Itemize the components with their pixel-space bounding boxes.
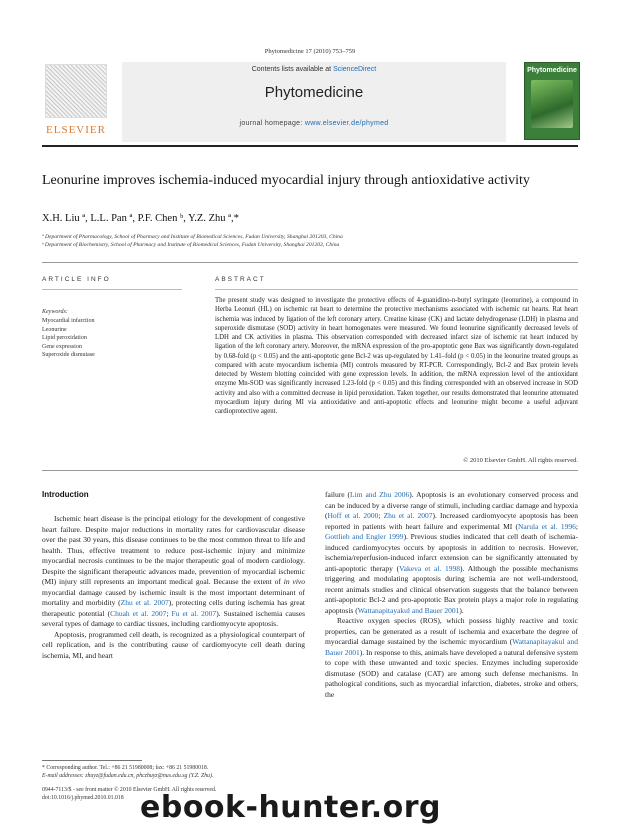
text-run: ; [166, 608, 172, 618]
contents-prefix: Contents lists available at [251, 66, 334, 73]
watermark: ebook-hunter.org [140, 790, 441, 825]
text-run: ). Although the possible mechanisms triggering and modulating apoptosis during ischemia are not well-understood, recent animals studies and clinical observation suggests that the balance between anti-apoptotic Bcl-2 and pro-apoptotic Bax protein plays a major role in regulating apoptosis ( [325, 563, 578, 615]
article-info-heading: ARTICLE INFO [42, 276, 111, 283]
text-run: ). [459, 605, 464, 615]
text-run: failure ( [325, 490, 351, 499]
paragraph [42, 514, 305, 630]
issn-line: 0944-7113/$ - see front matter © 2010 Elsevier GmbH. All rights reserved. [42, 787, 217, 793]
affiliation-a: ª Department of Pharmacology, School of Pharmacy and Institute of Biomedical Sciences, Fudan University, Shanghai 201203, China [42, 234, 343, 240]
text-run: ). Previous studies indicated that cell death of ischemia-induced cardiomyocytes occurs by apoptosis in addition to necrosis. However, ischemia/reperfusion-induced infarct extension can be significantly attenuated by anti-apoptotic therapy ( [325, 532, 578, 573]
citation-link[interactable]: Lim and Zhu 2006 [350, 490, 410, 499]
citation-link[interactable]: Wattanapitayakul and Bauer 2001 [325, 637, 578, 657]
journal-cover [524, 62, 580, 140]
keyword: Myocardial infarction [42, 318, 95, 324]
homepage-line [122, 120, 506, 127]
body-column-right [325, 490, 578, 700]
text-run: ). Increased cardiomyocyte apoptosis has been reported in patients with heart failure and experimental MI ( [325, 511, 578, 531]
footnote [42, 764, 307, 780]
text-run: Reactive oxygen species (ROS), which possess highly reactive and toxic properties, can be generated as a result of ischemia and exacerbate the degree of myocardial damage sustained by the ischemic myocardium ( [325, 616, 578, 646]
email-addresses: E-mail addresses: zhuyz@fudan.edu.cn, phczhuyz@nus.edu.sg (Y.Z. Zhu). [42, 773, 214, 779]
header-banner [122, 62, 506, 142]
keywords-list [42, 317, 95, 360]
contents-line [122, 66, 506, 73]
section-divider [42, 262, 578, 263]
citation-link[interactable]: Zhu et al. 2007 [383, 511, 433, 520]
homepage-link[interactable]: www.elsevier.de/phymed [304, 120, 389, 127]
keyword: Lipid peroxidation [42, 335, 87, 342]
footnote-divider [42, 760, 142, 761]
citation-link[interactable]: Vakeva et al. 1998 [399, 563, 461, 573]
citation-link[interactable]: Zhu et al. 2007 [120, 598, 169, 607]
paragraph [42, 630, 305, 662]
citation-link[interactable]: Wattanapitayakul and Bauer 2001 [357, 605, 460, 615]
text-run: in vivo [283, 577, 305, 586]
homepage-prefix: journal homepage: [239, 120, 305, 127]
text-run: ). Apoptosis is an evolutionary conserved process and can be induced by a diverse range of stimuli, including cardiac damage and hypoxia ( [325, 490, 578, 520]
abstract-heading: ABSTRACT [215, 276, 266, 283]
text-run: ). In response to this, animals have developed a natural defensive system to cope with these unwanted and toxic species. Enzymes including superoxide dismutase (SOD) and catalase (CAT) are among such defense mechanisms. In pathological conditions, such as myocardial infarction, diabetes, stroke and others, the [325, 647, 578, 699]
text-run: Ischemic heart disease is the principal etiology for the development of congestive heart failure. Despite major reductions in mortality rates for cardiovascular disease over the past 30 years, this disease continues to be the most common threat to life and health. Thus, effective treatment to reduce post-ischemic injury and minimize myocardial necrosis continues to be the major therapeutic goal of modern cardiology. Despite the significant therapeutic advances made, prevention of myocardial ischemic (MI) injury still represents an important medical goal. Because the extent of [42, 514, 305, 586]
citation-link[interactable]: Narula et al. 1996 [518, 521, 576, 531]
citation-link[interactable]: Hoff et al. 2000 [327, 511, 379, 520]
article-info-rule [42, 289, 182, 290]
journal-reference: Phytomedicine 17 (2010) 753–759 [264, 48, 356, 55]
abstract-text: The present study was designed to investigate the protective effects of 4-guanidino-n-butyl syringate (leonurine), a compound in Herba Leonuri (HL) on ischemic rat heart to determine the protective mechanisms associated with ischemic rat hearts. Rat heart ischemia was induced by ligation of the left coronary artery. Creatine kinase (CK) and lactate dehydrogenase (LDH) in plasma and superoxide dismutase (SOD) activity in heart homogenates were measured. We found leonurine significantly decreased levels of LDH and CK activities in plasma. This observation corresponded with decreased infarct size of ischemic rat heart induced by ligation of the left coronary artery. Moreover, the mRNA expression of the pro-apoptotic gene Bax was significantly down-regulated by 0.68-fold (p < 0.05) and the anti-apoptotic gene Bcl-2 was up-regulated by 1.41–fold (p < 0.05) in the leonurine treated groups as compared with acute myocardium ischemia (MI) controls measured by RT-PCR. Correspondingly, Bcl-2 and Bax protein levels detected by Western blotting coincided with gene expression levels. In addition, the mRNA expression level of the antioxidant enzyme Mn-SOD was significantly increased 1.23-fold (p < 0.05) and this finding corresponded with an observed increase in SOD activity and also with a committed decrease in lipid peroxidation. Taken together, our results demonstrated that leonurine attenuated myocardium injury during MI via antioxidative and anti-apoptotic effects and leonurine might become a useful adjuvant cardioprotective agent. [215, 297, 578, 415]
citation-link[interactable]: Fu et al. 2007 [171, 608, 217, 618]
keyword: Superoxide dismutase [42, 352, 95, 359]
tree-icon [45, 64, 107, 118]
body-column-left [42, 514, 305, 661]
citation-link[interactable]: Gottlieb and Engler 1999 [325, 532, 404, 541]
corresponding-author: * Corresponding author. Tel.: +86 21 51980008; fax: +86 21 51980018. [42, 765, 209, 771]
affiliation-b: ᵇ Department of Biochemistry, School of Pharmacy and Institute of Biomedical Sciences, Fudan University, Shanghai 201203, China [42, 242, 340, 248]
text-run: Apoptosis, programmed cell death, is recognized as a physiological counterpart of cell replication, and is the contributing cause of cardiomyocyte cell death during ischemia, MI, and heart [42, 629, 305, 660]
authors: X.H. Liu ª, L.L. Pan ª, P.F. Chen ᵇ, Y.Z. Zhu ª,* [42, 213, 239, 224]
citation-link[interactable]: Chuah et al. 2007 [110, 608, 167, 618]
text-run: ; [575, 521, 578, 531]
cover-title: Phytomedicine [527, 67, 577, 74]
doi-line[interactable]: doi:10.1016/j.phymed.2010.01.018 [42, 795, 124, 801]
cover-image [531, 80, 573, 128]
keywords-label: Keywords: [42, 309, 68, 315]
journal-header [42, 62, 578, 142]
paragraph [325, 616, 578, 700]
text-run: ). Sustained ischemia causes several types of damage to cardiac tissues, including cardiomyocyte apoptosis. [42, 608, 305, 628]
text-run: myocardial damage caused by ischemic insult is the most important determinant of mortality and morbidity ( [42, 587, 305, 607]
sciencedirect-link[interactable]: ScienceDirect [333, 66, 377, 73]
header-divider [42, 145, 578, 147]
text-run: ; [378, 511, 384, 520]
article-title: Leonurine improves ischemia-induced myocardial injury through antioxidative activity [42, 173, 530, 188]
abstract-rule [215, 289, 578, 290]
abstract-copyright: © 2010 Elsevier GmbH. All rights reserved. [463, 457, 578, 464]
keyword: Leonurine [42, 326, 67, 333]
keyword: Gene expression [42, 343, 82, 350]
journal-name: Phytomedicine [264, 84, 364, 101]
publisher-wordmark: ELSEVIER [46, 124, 106, 136]
abstract-bottom-divider [42, 470, 578, 471]
paragraph [325, 490, 578, 616]
introduction-heading: Introduction [42, 490, 89, 499]
elsevier-logo [42, 64, 110, 138]
text-run: ), protecting cells during ischemia has great therapeutic potential ( [42, 598, 305, 618]
